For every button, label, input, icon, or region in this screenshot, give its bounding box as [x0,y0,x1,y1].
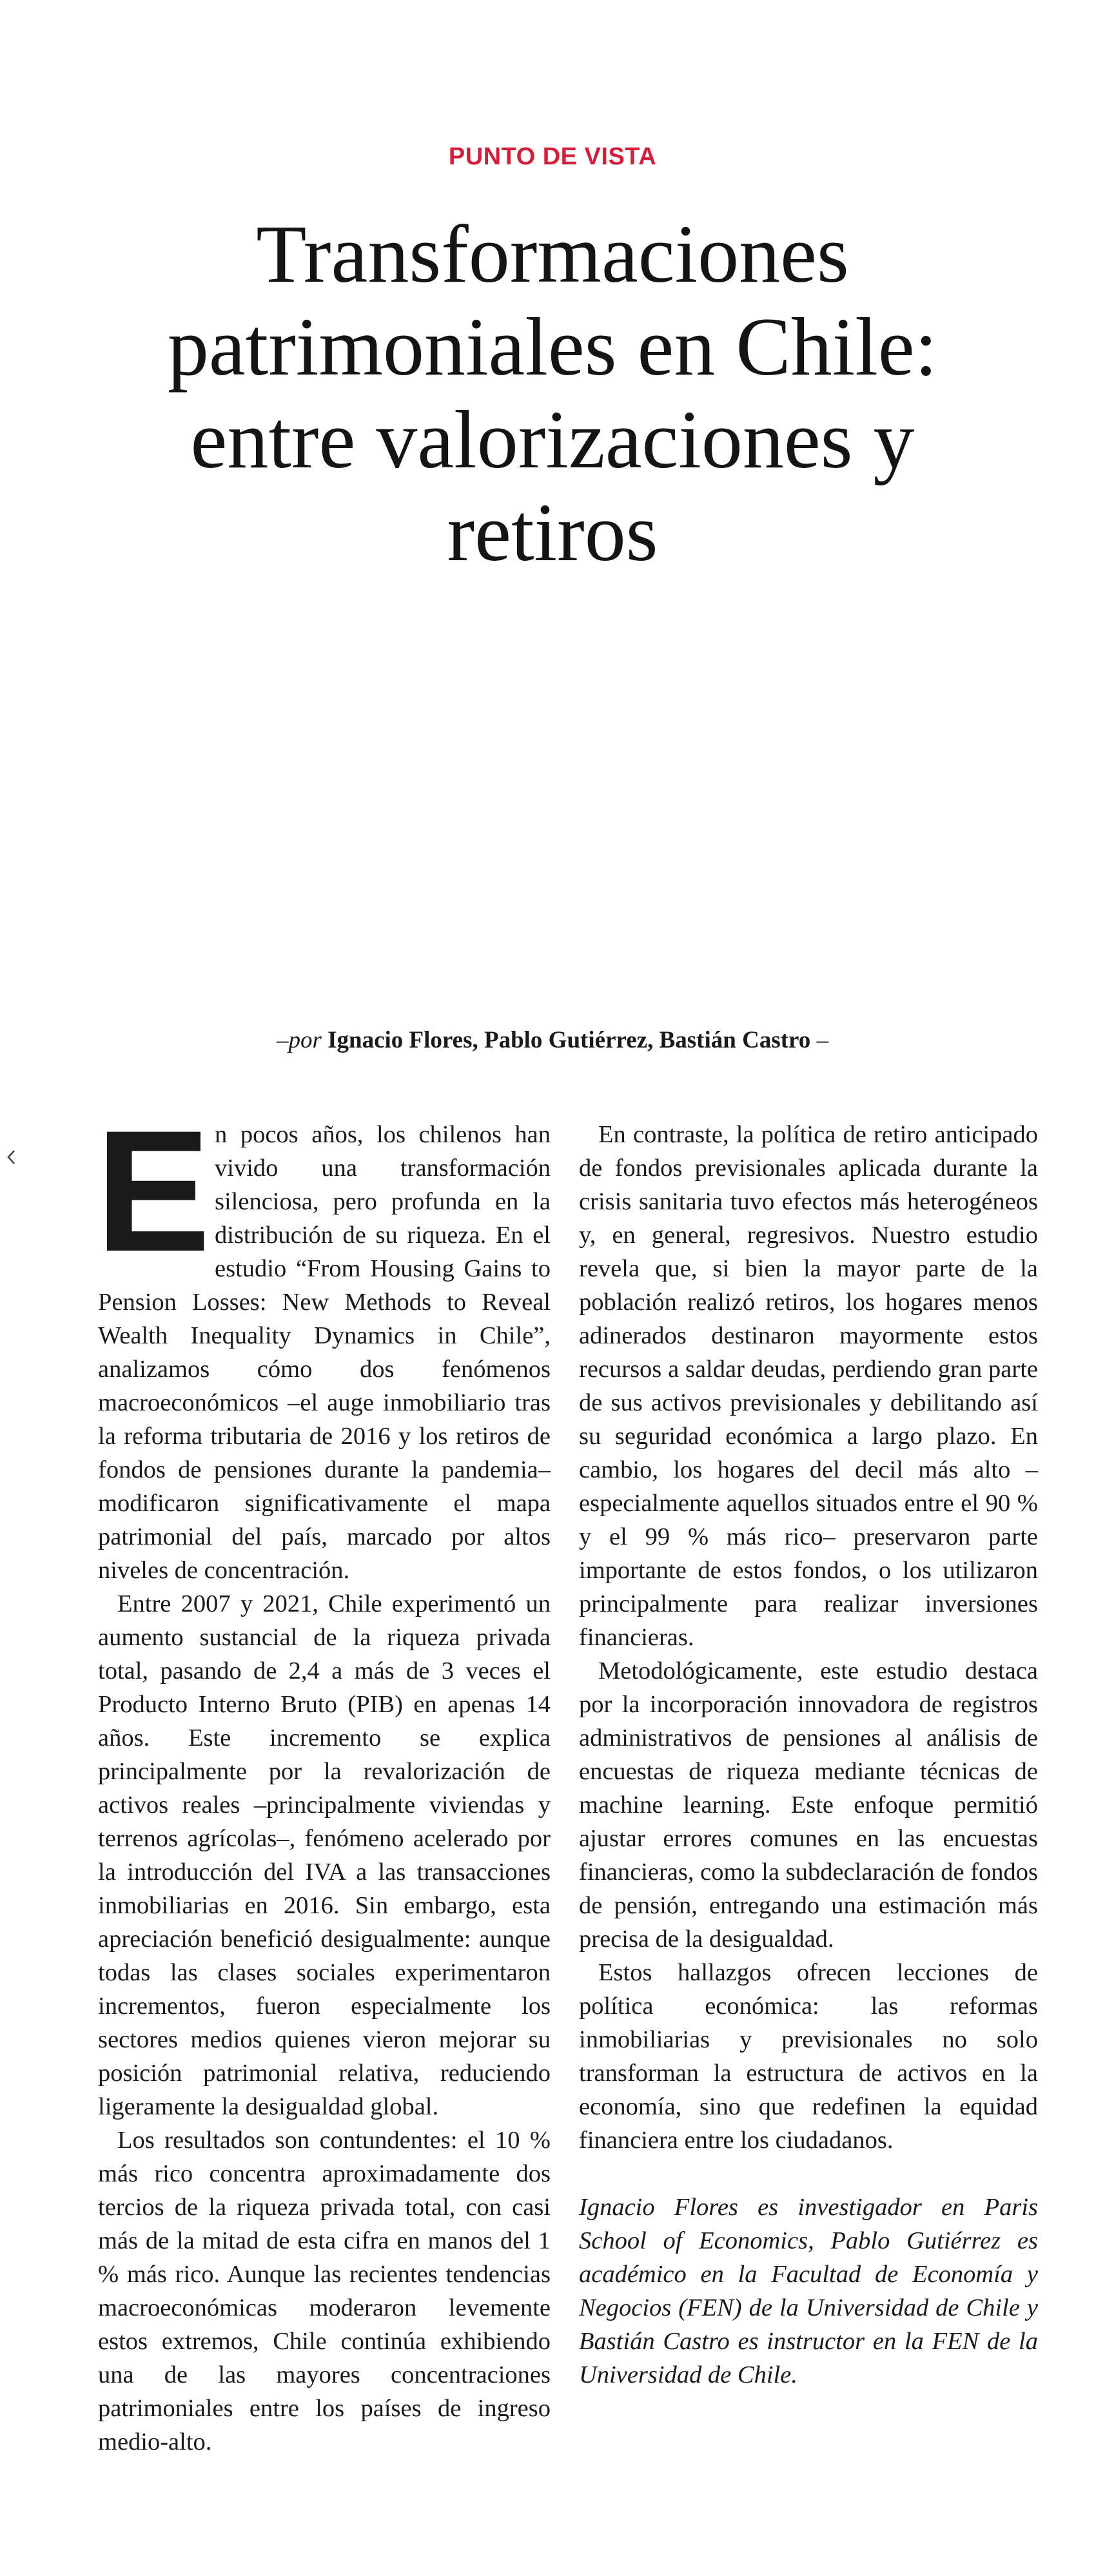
article-column-left [95,1094,551,2459]
paragraph-1: E n pocos años, los chilenos han vivido una transformación silenciosa, pero profunda en la distribución de su riqueza. En el estudio “From Housing Gains to Pension Losses: New Methods to Reveal Wealth Inequality Dynamics in Chile”, analizamos cómo dos fenómenos macroeconómicos –el auge inmobiliario tras la reforma tributaria de 2016 y los retiros de fondos de pensiones durante la pandemia– modificaron significativamente el mapa patrimonial del país, marcado por altos niveles de concentración. [95,1094,551,1584]
paragraph-5: Metodológicamente, este estudio destaca por la incorporación innovadora de registros administrativos de pensiones al análisis de encuestas de riqueza mediante técnicas de machine learning. Este enfoque permitió ajustar errores comunes en las encuestas financieras, como la subdeclaración de fondos de pensión, entregando una estimación más precisa de la desigualdad. [579,1657,1038,1953]
author-bio: Ignacio Flores es investigador en Paris School of Economics, Pablo Gutiérrez es académico en la Facultad de Economía y Negocios (FEN) de la Universidad de Chile y Bastián Castro es instructor en la FEN de la Universidad de Chile. [579,2194,1038,2388]
paragraph-6: Estos hallazgos ofrecen lecciones de política económica: las reformas inmobiliarias y previsionales no solo transforman la estructura de activos en la economía, sino que redefinen la equidad financiera entre los ciudadanos. [579,1959,1038,2154]
headline: Transformaciones patrimoniales en Chile: entre valorizaciones y retiros [167,208,938,578]
byline-prefix: –por [276,1027,322,1053]
chevron-left-icon[interactable] [4,1144,19,1170]
paragraph-4: En contraste, la política de retiro anticipado de fondos previsionales aplicada durante la crisis sanitaria tuvo efectos más heterogéneos y, en general, regresivos. Nuestro estudio revela que, si bien la mayor parte de la población realizó retiros, los hogares menos adinerados destinaron mayormente estos recursos a saldar deudas, perdiendo gran parte de sus activos previsionales y debilitando así su seguridad económica a largo plazo. En cambio, los hogares del decil más alto –especialmente aquellos situados entre el 90 % y el 99 % más rico– preservaron parte importante de estos fondos, o los utilizaron principalmente para realizar inversiones financieras. [579,1121,1038,1651]
paragraph-3: Los resultados son contundentes: el 10 % más rico concentra aproximadamente dos tercios de la riqueza privada total, con casi más de la mitad de esta cifra en manos del 1 % más rico. Aunque las recientes tendencias macroeconómicas moderaron levemente estos extremos, Chile continúa exhibiendo una de las mayores concentraciones patrimoniales entre los países de ingreso medio-alto. [98,2127,551,2455]
byline [0,1026,1105,1055]
byline-authors: Ignacio Flores, Pablo Gutiérrez, Bastián Castro [328,1027,811,1053]
section-label: PUNTO DE VISTA [448,143,657,170]
drop-cap: E [95,1094,211,1287]
paragraph-2: Entre 2007 y 2021, Chile experimentó un aumento sustancial de la riqueza privada total, pasando de 2,4 a más de 3 veces el Producto Interno Bruto (PIB) en apenas 14 años. Este incremento se explica principalmente por la revalorización de activos reales –principalmente viviendas y terrenos agrícolas–, fenómeno acelerado por la introducción del IVA a las transacciones inmobiliarias en 2016. Sin embargo, esta apreciación benefició desigualmente: aunque todas las clases sociales experimentaron incrementos, fueron especialmente los sectores medios quienes vieron mejorar su posición patrimonial relativa, reduciendo ligeramente la desigualdad global. [98,1590,551,2120]
byline-suffix: – [816,1027,829,1053]
article-column-right [579,1118,1038,2392]
